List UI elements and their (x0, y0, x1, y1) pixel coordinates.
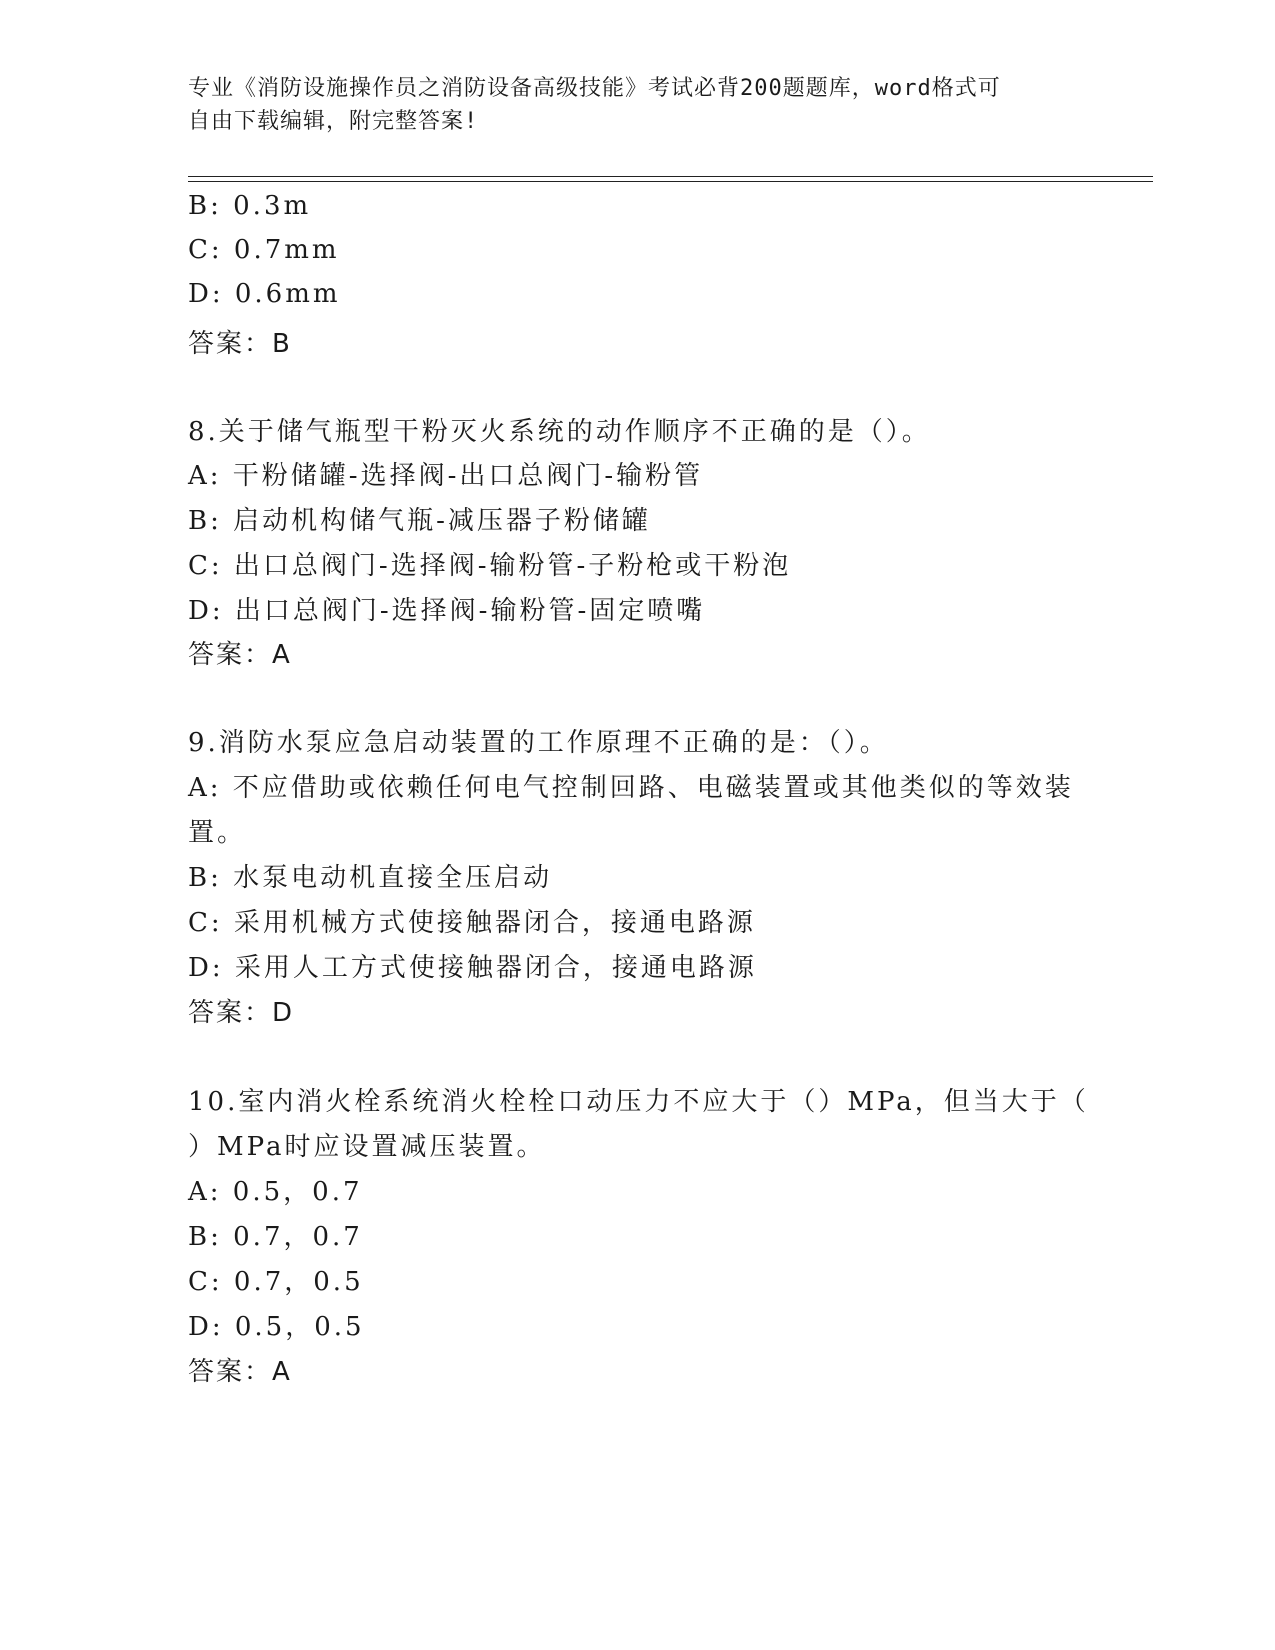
question-8-option-b: B: 启动机构储气瓶-减压器子粉储罐 (188, 506, 651, 536)
question-9-option-d: D: 采用人工方式使接触器闭合，接通电路源 (188, 953, 757, 983)
option-c: C: 0.7mm (188, 235, 340, 265)
question-8-stem: 8.关于储气瓶型干粉灭火系统的动作顺序不正确的是（）。 (188, 417, 931, 447)
header-divider-bottom (188, 181, 1153, 182)
question-10-option-b: B: 0.7，0.7 (188, 1222, 363, 1252)
answer: 答案：B (188, 329, 292, 359)
header-line-1: 专业《消防设施操作员之消防设备高级技能》考试必背200题题库，word格式可 (188, 76, 1001, 101)
question-10-answer: 答案：A (188, 1357, 292, 1387)
question-10-option-a: A: 0.5，0.7 (188, 1177, 363, 1207)
question-8-option-c: C: 出口总阀门-选择阀-输粉管-子粉枪或干粉泡 (188, 551, 792, 581)
header-line-2: 自由下载编辑，附完整答案! (188, 109, 479, 134)
question-10-stem: 10.室内消火栓系统消火栓栓口动压力不应大于（）MPa，但当大于（ (188, 1087, 1089, 1117)
question-9-answer: 答案：D (188, 998, 295, 1028)
question-8-option-a: A: 干粉储罐-选择阀-出口总阀门-输粉管 (188, 461, 704, 491)
question-10-stem-continued: ）MPa时应设置减压装置。 (188, 1132, 546, 1162)
question-8-option-d: D: 出口总阀门-选择阀-输粉管-固定喷嘴 (188, 596, 706, 626)
question-9-option-b: B: 水泵电动机直接全压启动 (188, 863, 553, 893)
question-9-option-c: C: 采用机械方式使接触器闭合，接通电路源 (188, 908, 756, 938)
question-8-answer: 答案：A (188, 640, 292, 670)
option-b: B: 0.3m (188, 191, 312, 221)
question-9-option-a: A: 不应借助或依赖任何电气控制回路、电磁装置或其他类似的等效装 (188, 773, 1074, 803)
question-9-option-a-continued: 置。 (188, 818, 247, 848)
question-9-stem: 9.消防水泵应急启动装置的工作原理不正确的是：（）。 (188, 728, 889, 758)
document-header (188, 72, 1068, 138)
option-d: D: 0.6mm (188, 279, 341, 309)
question-10-option-d: D: 0.5，0.5 (188, 1312, 365, 1342)
header-divider-top (188, 176, 1153, 177)
question-10-option-c: C: 0.7，0.5 (188, 1267, 364, 1297)
